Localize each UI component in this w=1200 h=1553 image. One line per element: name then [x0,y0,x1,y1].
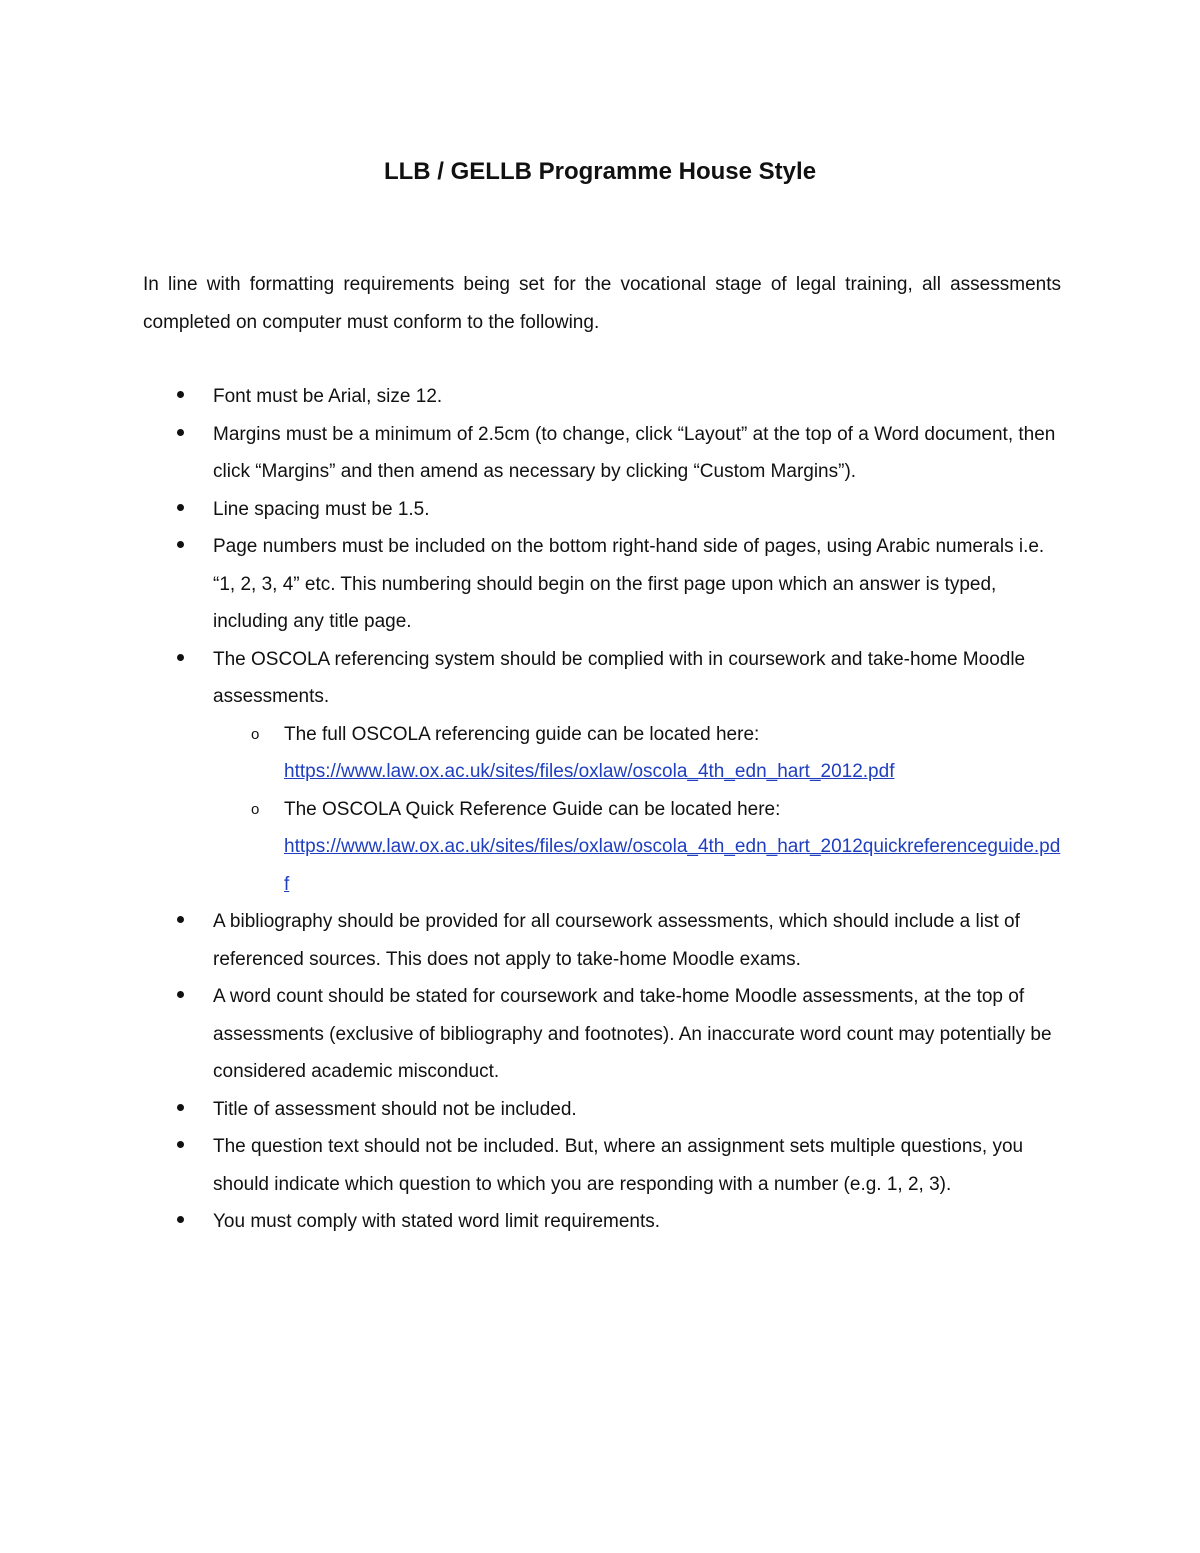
list-item [143,641,1061,904]
rules-list [143,378,1061,1241]
document-title: LLB / GELLB Programme House Style [383,158,817,185]
bullet-icon [177,528,197,566]
rule-text: The question text should not be included. But, where an assignment sets multiple questions, you should indicate which question to which you are responding with a number (e.g. 1, 2, 3). [213,1136,1024,1195]
rule-text: Page numbers must be included on the bottom right-hand side of pages, using Arabic numerals i.e. “1, 2, 3, 4” etc. This numbering should begin on the first page upon which an answer is typed, including any title page. [213,536,1045,632]
sub-item-text: The OSCOLA Quick Reference Guide can be located here: [284,798,781,820]
list-item [143,1128,1061,1203]
bullet-icon [177,641,197,679]
oscola-sublist [213,716,1061,904]
bullet-icon [177,1203,197,1241]
list-item [143,416,1061,491]
list-item [143,378,1061,416]
intro-paragraph: In line with formatting requirements being set for the vocational stage of legal training, all assessments completed on computer must conform to the following. [143,274,1061,333]
bullet-icon [177,1091,197,1129]
sub-item-text: The full OSCOLA referencing guide can be located here: [284,723,760,745]
rule-text: The OSCOLA referencing system should be complied with in coursework and take-home Moodle assessments. [213,648,1026,707]
list-item [143,491,1061,529]
rule-text: Font must be Arial, size 12. [213,386,443,407]
list-item [143,1091,1061,1129]
list-item [143,903,1061,978]
rule-text: Margins must be a minimum of 2.5cm (to change, click “Layout” at the top of a Word document, then click “Margins” and then amend as necessary by clicking “Custom Margins”). [213,423,1056,482]
bullet-icon [177,903,197,941]
bullet-icon [177,416,197,454]
sub-list-item [213,791,1061,904]
circle-bullet-icon: o [251,800,260,818]
rule-text: A bibliography should be provided for all coursework assessments, which should include a list of referenced sources. This does not apply to take-home Moodle exams. [213,911,1020,970]
bullet-icon [177,978,197,1016]
rule-text: Title of assessment should not be included. [213,1098,577,1120]
bullet-icon [177,491,197,529]
list-item [143,1203,1061,1241]
oscola-full-guide-link[interactable]: https://www.law.ox.ac.uk/sites/files/oxlaw/oscola_4th_edn_hart_2012.pdf [284,761,895,782]
bullet-icon [177,378,197,416]
sub-list-item [213,716,1061,791]
list-item [143,978,1061,1091]
rule-text: A word count should be stated for coursework and take-home Moodle assessments, at the top of assessments (exclusive of bibliography and footnotes). An inaccurate word count may potentially be considered academic misconduct. [213,986,1052,1082]
oscola-quick-guide-link[interactable]: https://www.law.ox.ac.uk/sites/files/oxlaw/oscola_4th_edn_hart_2012quickreferenceguide.pdf [284,836,1061,895]
bullet-icon [177,1128,197,1166]
list-item [143,528,1061,641]
rule-text: You must comply with stated word limit requirements. [213,1211,661,1232]
circle-bullet-icon: o [251,725,260,743]
rule-text: Line spacing must be 1.5. [213,498,430,520]
